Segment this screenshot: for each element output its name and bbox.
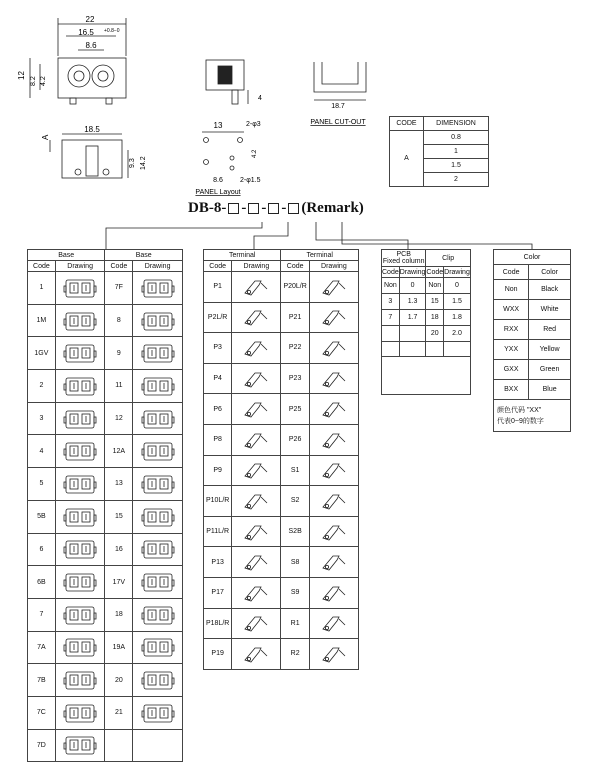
top-drawings: [0, 0, 600, 200]
terminal-code: P13: [204, 547, 232, 578]
terminal-drawing-cell: [232, 547, 281, 578]
dim-18-5: 18.5: [84, 125, 100, 134]
base-row: [28, 631, 183, 664]
dim-8-2: 8.2: [30, 76, 37, 86]
terminal-col-code: Code: [281, 261, 309, 272]
base-drawing-cell: [55, 533, 105, 566]
terminal-drawing-cell: [232, 302, 281, 333]
base-row: [28, 435, 183, 468]
color-name: Green: [529, 360, 571, 380]
terminal-code: P25: [281, 394, 309, 425]
pcb-cell: 7: [382, 310, 400, 326]
base-row: [28, 337, 183, 370]
dim-4-2-layout: 4.2: [252, 149, 258, 158]
hole-1-5: 2-φ1.5: [240, 177, 261, 184]
base-code: 12A: [105, 435, 133, 468]
terminal-part-drawing: [315, 642, 353, 666]
terminal-drawing-cell: [232, 516, 281, 547]
base-code: 8: [105, 304, 133, 337]
base-table: [27, 249, 183, 762]
terminal-part-drawing: [237, 305, 275, 329]
clip-cell: 0: [444, 278, 471, 294]
terminal-part-drawing: [315, 428, 353, 452]
model-prefix: DB-8-: [188, 200, 227, 216]
pcb-cell: Non: [382, 278, 400, 294]
terminal-part-drawing: [237, 642, 275, 666]
terminal-row: [204, 547, 359, 578]
clip-col-code: Code: [426, 268, 444, 276]
base-code: 4: [28, 435, 56, 468]
pcb-col-code: Code: [382, 268, 399, 276]
color-name: Red: [529, 320, 571, 340]
base-part-drawing: [139, 439, 177, 463]
base-code: 5: [28, 468, 56, 501]
color-code: Non: [494, 280, 529, 300]
base-part-drawing: [61, 570, 99, 594]
base-part-drawing: [61, 309, 99, 333]
base-part-drawing: [139, 603, 177, 627]
base-code: 9: [105, 337, 133, 370]
base-part-drawing: [139, 701, 177, 725]
terminal-part-drawing: [315, 581, 353, 605]
terminal-col-drawing: Drawing: [309, 261, 358, 272]
terminal-part-drawing: [315, 489, 353, 513]
base-code: 2: [28, 370, 56, 403]
base-code: 18: [105, 598, 133, 631]
terminal-drawing-cell: [232, 363, 281, 394]
terminal-part-drawing: [237, 336, 275, 360]
base-part-drawing: [61, 635, 99, 659]
base-drawing-cell: [55, 304, 105, 337]
base-part-drawing: [139, 472, 177, 496]
base-title: Base: [28, 250, 105, 261]
base-drawing-cell: [133, 598, 183, 631]
base-part-drawing: [139, 570, 177, 594]
base-drawing-cell: [55, 566, 105, 599]
base-part-drawing: [139, 341, 177, 365]
base-part-drawing: [61, 439, 99, 463]
color-name: Yellow: [529, 340, 571, 360]
clip-title: Clip: [426, 250, 470, 267]
dim-8-6-layout: 8.6: [213, 177, 223, 184]
terminal-part-drawing: [237, 458, 275, 482]
terminal-title: Terminal: [281, 250, 359, 261]
terminal-part-drawing: [315, 611, 353, 635]
terminal-code: P8: [204, 424, 232, 455]
pcb-cell: 1.7: [399, 310, 426, 326]
terminal-drawing-cell: [309, 424, 358, 455]
dim-a: A: [41, 134, 50, 140]
terminal-code: P6: [204, 394, 232, 425]
model-sep: -: [261, 200, 267, 216]
clip-cell: 1.5: [444, 294, 471, 310]
terminal-drawing-cell: [232, 455, 281, 486]
terminal-code: S8: [281, 547, 309, 578]
dim-value: 1.5: [423, 159, 488, 173]
base-col-code: Code: [105, 261, 133, 272]
base-code: 7F: [105, 272, 133, 305]
base-part-drawing: [139, 537, 177, 561]
terminal-row: [204, 608, 359, 639]
terminal-code: P2L/R: [204, 302, 232, 333]
clip-cell: 20: [426, 326, 444, 342]
terminal-part-drawing: [237, 489, 275, 513]
base-code: 7C: [28, 696, 56, 729]
terminal-row: [204, 455, 359, 486]
pcb-cell: [382, 326, 400, 342]
terminal-drawing-cell: [232, 577, 281, 608]
terminal-part-drawing: [237, 550, 275, 574]
terminal-drawing-cell: [309, 302, 358, 333]
clip-cell: 2.0: [444, 326, 471, 342]
dim-13: 13: [213, 121, 223, 130]
terminal-drawing-cell: [309, 516, 358, 547]
panel-layout-drawing: [202, 132, 244, 170]
dim-value: 1: [423, 145, 488, 159]
terminal-row: [204, 516, 359, 547]
base-drawing-cell: [55, 500, 105, 533]
terminal-drawing-cell: [232, 394, 281, 425]
base-row: [28, 500, 183, 533]
base-code: 1M: [28, 304, 56, 337]
base-code: 1GV: [28, 337, 56, 370]
terminal-drawing-cell: [309, 394, 358, 425]
base-part-drawing: [139, 309, 177, 333]
pcb-col-drawing: Drawing: [399, 268, 426, 276]
terminal-part-drawing: [315, 305, 353, 329]
base-row: [28, 664, 183, 697]
terminal-code: P3: [204, 333, 232, 364]
color-code: BXX: [494, 380, 529, 400]
base-part-drawing: [61, 374, 99, 398]
base-code: 7A: [28, 631, 56, 664]
dim-table-header-code: CODE: [390, 117, 424, 131]
base-code: 16: [105, 533, 133, 566]
base-code: 6: [28, 533, 56, 566]
color-code: GXX: [494, 360, 529, 380]
base-drawing-cell: [55, 729, 105, 762]
base-code: 3: [28, 402, 56, 435]
terminal-code: P1: [204, 272, 232, 303]
clip-cell: 18: [426, 310, 444, 326]
base-drawing-cell: [55, 631, 105, 664]
base-row: [28, 468, 183, 501]
dim-9-3: 9.3: [129, 158, 136, 168]
terminal-drawing-cell: [309, 333, 358, 364]
terminal-drawing-cell: [232, 486, 281, 517]
base-part-drawing: [61, 407, 99, 431]
panel-cutout-drawing: [314, 62, 366, 100]
dim-14-2: 14.2: [140, 156, 147, 170]
terminal-table: [203, 249, 359, 670]
clip-cell: 15: [426, 294, 444, 310]
model-sep: -: [241, 200, 247, 216]
color-code: YXX: [494, 340, 529, 360]
base-row: [28, 402, 183, 435]
base-code: 5B: [28, 500, 56, 533]
terminal-title: Terminal: [204, 250, 281, 261]
pcb-cell: 3: [382, 294, 400, 310]
terminal-code: S2: [281, 486, 309, 517]
base-drawing-cell: [133, 729, 183, 762]
terminal-drawing-cell: [232, 424, 281, 455]
base-part-drawing: [139, 374, 177, 398]
base-drawing-cell: [133, 435, 183, 468]
dim-4: 4: [258, 95, 262, 102]
dim-22: 22: [85, 15, 95, 24]
pcb-clip-table: [381, 249, 471, 395]
base-title: Base: [105, 250, 183, 261]
dim-value: 2: [423, 173, 488, 187]
base-part-drawing: [61, 537, 99, 561]
base-drawing-cell: [133, 468, 183, 501]
side-view-drawing: [206, 60, 248, 104]
pcb-title-cell: [382, 250, 426, 267]
base-drawing-cell: [55, 370, 105, 403]
base-drawing-cell: [133, 337, 183, 370]
terminal-drawing-cell: [232, 608, 281, 639]
terminal-code: P11L/R: [204, 516, 232, 547]
terminal-row: [204, 577, 359, 608]
dim-18-7: 18.7: [331, 103, 345, 110]
base-drawing-cell: [133, 696, 183, 729]
clip-cell: Non: [426, 278, 444, 294]
base-row: [28, 566, 183, 599]
base-drawing-cell: [133, 402, 183, 435]
base-drawing-cell: [133, 500, 183, 533]
color-table: [493, 249, 571, 432]
base-col-code: Code: [28, 261, 56, 272]
terminal-code: P18L/R: [204, 608, 232, 639]
base-drawing-cell: [55, 696, 105, 729]
terminal-part-drawing: [315, 367, 353, 391]
color-name: Blue: [529, 380, 571, 400]
base-part-drawing: [61, 668, 99, 692]
terminal-row: [204, 394, 359, 425]
base-drawing-cell: [55, 272, 105, 305]
base-code: 19A: [105, 631, 133, 664]
color-note-1: 颜色代码 "XX": [497, 406, 542, 414]
base-part-drawing: [139, 635, 177, 659]
hole-3: 2-φ3: [246, 121, 261, 128]
base-row: [28, 370, 183, 403]
dim-4-2: 4.2: [40, 76, 47, 86]
dim-16-5: 16.5: [78, 28, 94, 37]
base-drawing-cell: [133, 566, 183, 599]
terminal-part-drawing: [237, 428, 275, 452]
terminal-part-drawing: [237, 397, 275, 421]
color-code: RXX: [494, 320, 529, 340]
base-code: 11: [105, 370, 133, 403]
terminal-code: P17: [204, 577, 232, 608]
base-part-drawing: [61, 341, 99, 365]
base-drawing-cell: [55, 435, 105, 468]
base-code: 7B: [28, 664, 56, 697]
terminal-drawing-cell: [309, 639, 358, 670]
terminal-code: P23: [281, 363, 309, 394]
color-note-2: 代表0~9的数字: [497, 417, 544, 425]
terminal-row: [204, 486, 359, 517]
pcb-cell: [399, 326, 426, 342]
model-remark: (Remark): [301, 200, 364, 216]
terminal-row: [204, 333, 359, 364]
terminal-code: S2B: [281, 516, 309, 547]
base-code: 7: [28, 598, 56, 631]
pcb-blank: [382, 357, 471, 395]
terminal-drawing-cell: [309, 455, 358, 486]
base-code: [105, 729, 133, 762]
base-col-drawing: Drawing: [55, 261, 105, 272]
dim-12: 12: [17, 71, 26, 80]
dim-table-header-dimension: DIMENSION: [423, 117, 488, 131]
base-part-drawing: [61, 733, 99, 757]
dim-8-6: 8.6: [85, 41, 97, 50]
terminal-part-drawing: [315, 275, 353, 299]
base-row: [28, 729, 183, 762]
bottom-view-drawing: [50, 134, 128, 178]
terminal-col-code: Code: [204, 261, 232, 272]
terminal-drawing-cell: [309, 577, 358, 608]
pcb-subtitle: Fixed column: [382, 258, 425, 265]
pcb-title: PCB: [396, 251, 411, 258]
base-row: [28, 272, 183, 305]
terminal-part-drawing: [237, 275, 275, 299]
base-code: 17V: [105, 566, 133, 599]
terminal-code: P21: [281, 302, 309, 333]
terminal-code: P22: [281, 333, 309, 364]
terminal-col-drawing: Drawing: [232, 261, 281, 272]
base-drawing-cell: [133, 370, 183, 403]
terminal-part-drawing: [315, 550, 353, 574]
base-part-drawing: [139, 668, 177, 692]
terminal-drawing-cell: [309, 608, 358, 639]
terminal-part-drawing: [237, 581, 275, 605]
pcb-cell: 0: [399, 278, 426, 294]
terminal-code: P4: [204, 363, 232, 394]
pcb-cell: 1.3: [399, 294, 426, 310]
terminal-code: P20L/R: [281, 272, 309, 303]
terminal-code: R1: [281, 608, 309, 639]
terminal-row: [204, 424, 359, 455]
color-code: WXX: [494, 300, 529, 320]
base-code: 6B: [28, 566, 56, 599]
base-part-drawing: [61, 276, 99, 300]
terminal-drawing-cell: [309, 272, 358, 303]
terminal-code: P10L/R: [204, 486, 232, 517]
base-code: 21: [105, 696, 133, 729]
terminal-drawing-cell: [232, 333, 281, 364]
base-row: [28, 598, 183, 631]
base-drawing-cell: [133, 664, 183, 697]
terminal-code: P19: [204, 639, 232, 670]
base-drawing-cell: [55, 337, 105, 370]
terminal-drawing-cell: [309, 486, 358, 517]
panel-cutout-label: PANEL CUT-OUT: [310, 119, 366, 126]
terminal-part-drawing: [237, 611, 275, 635]
dim-tolerance: +0.8−0: [104, 28, 120, 34]
terminal-code: S9: [281, 577, 309, 608]
color-name: Black: [529, 280, 571, 300]
terminal-drawing-cell: [232, 272, 281, 303]
terminal-part-drawing: [237, 367, 275, 391]
base-code: 13: [105, 468, 133, 501]
base-code: 12: [105, 402, 133, 435]
panel-layout-label: PANEL Layout: [195, 189, 241, 196]
clip-cell: 1.8: [444, 310, 471, 326]
base-drawing-cell: [55, 664, 105, 697]
base-drawing-cell: [55, 468, 105, 501]
terminal-row: [204, 639, 359, 670]
model-sep: -: [281, 200, 287, 216]
terminal-code: P26: [281, 424, 309, 455]
base-drawing-cell: [133, 272, 183, 305]
base-col-drawing: Drawing: [133, 261, 183, 272]
base-row: [28, 533, 183, 566]
color-title: Color: [494, 250, 571, 265]
base-part-drawing: [61, 603, 99, 627]
terminal-part-drawing: [315, 458, 353, 482]
base-drawing-cell: [133, 631, 183, 664]
base-row: [28, 696, 183, 729]
base-part-drawing: [61, 472, 99, 496]
base-code: 7D: [28, 729, 56, 762]
terminal-drawing-cell: [232, 639, 281, 670]
base-part-drawing: [139, 407, 177, 431]
base-drawing-cell: [55, 598, 105, 631]
base-code: 15: [105, 500, 133, 533]
base-code: 1: [28, 272, 56, 305]
terminal-row: [204, 272, 359, 303]
terminal-part-drawing: [315, 336, 353, 360]
base-code: 20: [105, 664, 133, 697]
terminal-code: R2: [281, 639, 309, 670]
base-part-drawing: [61, 505, 99, 529]
base-part-drawing: [61, 701, 99, 725]
base-drawing-cell: [55, 402, 105, 435]
terminal-part-drawing: [237, 520, 275, 544]
dim-value: 0.8: [423, 131, 488, 145]
terminal-part-drawing: [315, 520, 353, 544]
terminal-row: [204, 302, 359, 333]
dimension-table: [389, 116, 489, 187]
terminal-part-drawing: [315, 397, 353, 421]
connector-lines: [0, 210, 600, 252]
terminal-code: P9: [204, 455, 232, 486]
terminal-row: [204, 363, 359, 394]
base-part-drawing: [139, 505, 177, 529]
base-drawing-cell: [133, 304, 183, 337]
dim-table-code-a: A: [390, 131, 424, 187]
color-col-code: Code: [494, 265, 529, 280]
clip-col-drawing: Drawing: [444, 268, 470, 276]
base-drawing-cell: [133, 533, 183, 566]
color-note: [494, 400, 571, 432]
color-col-color: Color: [529, 265, 571, 280]
color-name: White: [529, 300, 571, 320]
terminal-drawing-cell: [309, 363, 358, 394]
terminal-drawing-cell: [309, 547, 358, 578]
terminal-code: S1: [281, 455, 309, 486]
base-row: [28, 304, 183, 337]
base-part-drawing: [139, 276, 177, 300]
